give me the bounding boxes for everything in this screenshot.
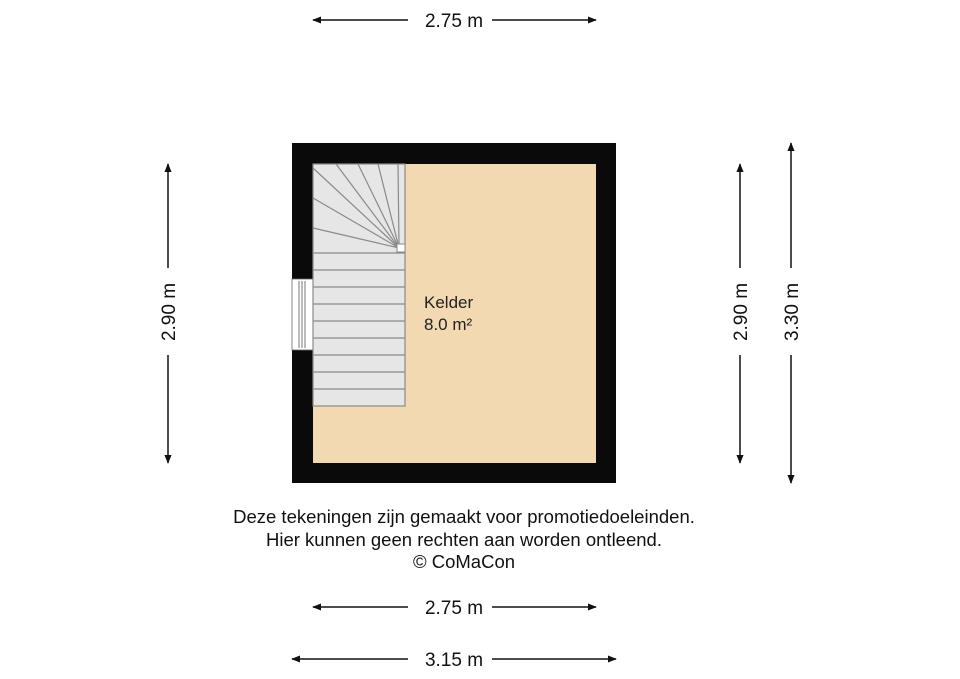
dimension-bottom-inner-width-label: 2.75 m bbox=[424, 598, 484, 619]
room-area: 8.0 m² bbox=[424, 315, 473, 334]
dimension-right-inner-height bbox=[731, 164, 752, 463]
dimension-left-height bbox=[159, 164, 180, 463]
dimension-left-height-label: 2.90 m bbox=[159, 282, 180, 342]
disclaimer-line-1: Deze tekeningen zijn gemaakt voor promotiedoeleinden. bbox=[233, 506, 695, 527]
window bbox=[292, 279, 313, 350]
dimension-top-width-label: 2.75 m bbox=[424, 11, 484, 32]
dimension-right-outer-height-label: 3.30 m bbox=[782, 282, 803, 342]
dimension-right-outer-height bbox=[782, 143, 803, 483]
dimension-right-inner-height-label: 2.90 m bbox=[731, 282, 752, 342]
disclaimer-line-2: Hier kunnen geen rechten aan worden ontleend. bbox=[266, 528, 662, 550]
dimension-bottom-outer-width bbox=[292, 650, 616, 671]
room-name: Kelder bbox=[424, 293, 474, 312]
staircase bbox=[313, 164, 405, 406]
dimension-top-width bbox=[313, 11, 596, 32]
disclaimer bbox=[0, 506, 928, 574]
dimension-bottom-inner-width bbox=[313, 598, 596, 619]
dimension-bottom-outer-width-label: 3.15 m bbox=[424, 650, 484, 671]
disclaimer-copyright: © CoMaCon bbox=[412, 551, 516, 572]
